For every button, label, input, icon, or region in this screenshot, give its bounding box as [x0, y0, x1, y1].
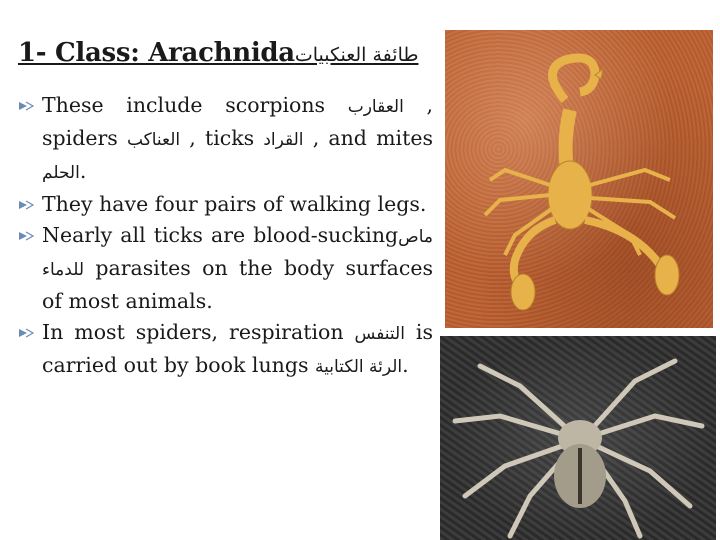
bullet-icon: [18, 199, 34, 211]
bullet-text: .: [402, 353, 409, 377]
bullet-item: [18, 317, 433, 383]
bullet-text: parasites on the body surfaces of most animals.: [42, 256, 433, 313]
scorpion-illustration: [445, 30, 713, 328]
bullet-item: [18, 90, 433, 189]
arabic-term: ماص للدماء: [42, 227, 433, 280]
bullet-text: , and mites: [303, 126, 433, 150]
spider-photo: [440, 336, 716, 540]
arabic-term: العقارب: [347, 97, 404, 117]
bullet-text: .: [79, 159, 87, 183]
arabic-term: الحلم: [42, 163, 80, 183]
bullet-item: [18, 189, 433, 220]
spider-illustration: [440, 336, 716, 540]
arabic-term: التنفس: [354, 324, 405, 344]
bullet-icon: [18, 327, 34, 339]
scorpion-photo: [445, 30, 713, 328]
bullet-item: [18, 220, 433, 317]
title-arabic: طائفة العنكبيات: [294, 44, 419, 66]
bullet-text: These include scorpions: [42, 93, 348, 117]
bullet-text: , ticks: [180, 126, 264, 150]
bullet-icon: [18, 230, 34, 242]
bullet-icon: [18, 100, 34, 112]
bullet-text: In most spiders, respiration: [42, 320, 355, 344]
arabic-term: العناكب: [126, 130, 181, 150]
bullet-text: , spiders: [42, 93, 433, 150]
bullet-text: Nearly all ticks are blood-sucking: [42, 223, 399, 247]
title-english: 1- Class: Arachnida: [18, 38, 295, 68]
arabic-term: القراد: [263, 130, 304, 150]
bullet-list: [18, 90, 433, 383]
slide-title: [18, 38, 418, 68]
bullet-text: They have four pairs of walking legs.: [42, 192, 427, 216]
arabic-term: الرئة الكتابية: [315, 357, 403, 377]
bullet-text: is carried out by book lungs: [42, 320, 434, 377]
